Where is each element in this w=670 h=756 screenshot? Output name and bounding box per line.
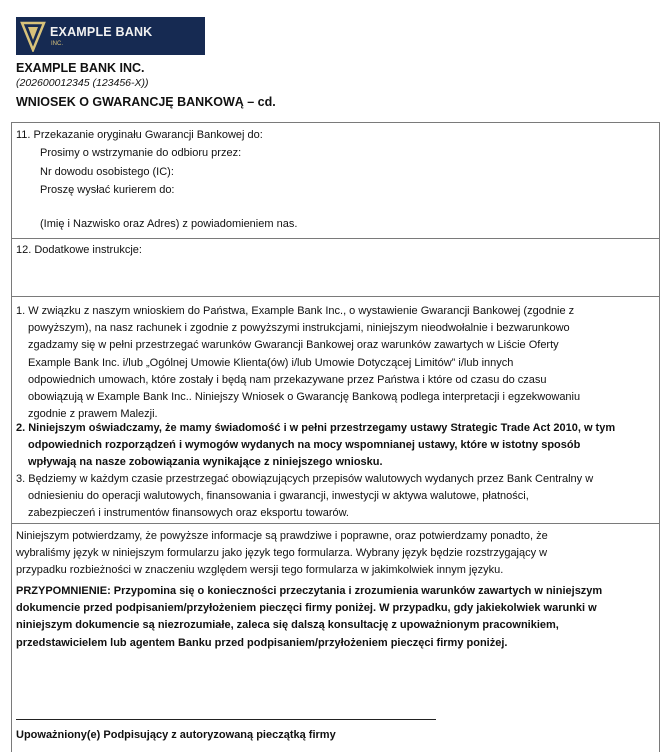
section-divider (12, 296, 659, 297)
declaration-line: odniesieniu do operacji walutowych, finansowania i gwarancji, inwestycji w aktywa walutowe, płatności, (28, 490, 529, 503)
bank-name: EXAMPLE BANK INC. (16, 61, 145, 75)
declaration-line: zgodnie z prawem Malezji. (28, 408, 158, 421)
document-title: WNIOSEK O GWARANCJĘ BANKOWĄ – cd. (16, 95, 276, 109)
declaration-3 (16, 471, 593, 523)
declaration-2 (16, 420, 615, 472)
section-12-heading: 12. Dodatkowe instrukcje: (16, 244, 142, 256)
reminder-line: przedstawicielem lub agentem Banku przed podpisaniem/przyłożeniem pieczęci firmy poniżej. (16, 636, 508, 649)
courier-label: Proszę wysłać kurierem do: (40, 184, 175, 196)
declaration-line: 3. Będziemy w każdym czasie przestrzegać obowiązujących przepisów walutowych wydanych przez Bank Centralny w (16, 473, 594, 485)
declaration-line: zgadzamy się w pełni przestrzegać warunków Gwarancji Bankowej oraz warunków zawartych w Liście Oferty (28, 339, 559, 352)
section-divider (12, 238, 659, 239)
declaration-line: 2. Niniejszym oświadczamy, że mamy świadomość i w pełni przestrzegamy ustawy Strategic Trade Act 2010, w tym (16, 422, 616, 434)
declaration-1 (16, 303, 580, 423)
form-box (11, 122, 660, 752)
reminder-line: PRZYPOMNIENIE: Przypomina się o konieczności przeczytania i zrozumienia warunków zawartych w niniejszym (16, 585, 603, 597)
shield-logo-icon (20, 20, 46, 52)
signature-line (16, 719, 436, 720)
reminder-text (16, 583, 602, 652)
declaration-line: obowiązują w Example Bank Inc.. Niniejszy Wniosek o Gwarancję Bankową podlega interpretacji i egzekwowaniu (28, 391, 581, 404)
hold-for-pickup-label: Prosimy o wstrzymanie do odbioru przez: (40, 147, 242, 159)
confirmation-line: przypadku rozbieżności w znaczeniu względem wersji tego formularza w jakimkolwiek innym języku. (16, 564, 504, 577)
confirmation-line: wybraliśmy język w niniejszym formularzu jako język tego formularza. Wybrany język będzie rozstrzygający w (16, 547, 548, 560)
declaration-line: odpowiednich umowach, które zostały i będą nam przekazywane przez Państwa i które od czasu do czasu (28, 373, 547, 386)
declaration-line: Example Bank Inc. i/lub „Ogólnej Umowie Klienta(ów) i/lub Umowie Dotyczącej Limitów” i/lub innych (28, 356, 514, 369)
reminder-line: dokumencie przed podpisaniem/przyłożeniem pieczęci firmy poniżej. W przypadku, gdy jakiekolwiek warunki w (16, 602, 597, 615)
signature-label: Upoważniony(e) Podpisujący z autoryzowaną pieczątką firmy (16, 729, 336, 741)
logo-text: EXAMPLE BANK (50, 25, 153, 39)
logo-subtext: INC. (51, 41, 63, 47)
bank-logo (16, 17, 205, 55)
declaration-line: wpływają na nasze zobowiązania wynikające z niniejszego wniosku. (28, 456, 383, 469)
declaration-line: odpowiednich rozporządzeń i wymogów wydanych na mocy wspomnianej ustawy, które w istotny sposób (28, 439, 581, 452)
bank-reference: (202600012345 (123456-X)) (16, 77, 149, 89)
id-number-label: Nr dowodu osobistego (IC): (40, 166, 174, 178)
declaration-line: powyższym), na nasz rachunek i zgodnie z powyższymi instrukcjami, niniejszym nieodwołalnie i bezwarunkowo (28, 322, 570, 335)
confirmation-text (16, 528, 548, 580)
declaration-line: 1. W związku z naszym wnioskiem do Państwa, Example Bank Inc., o wystawienie Gwarancji Bankowej (zgodnie z (16, 305, 575, 317)
declaration-line: zabezpieczeń i instrumentów finansowych oraz eksportu towarów. (28, 507, 349, 520)
name-address-label: (Imię i Nazwisko oraz Adres) z powiadomieniem nas. (40, 218, 298, 230)
reminder-line: niniejszym dokumencie są niezrozumiałe, zaleca się dalszą konsultację z upoważnionym pracownikiem, (16, 619, 559, 632)
section-divider (12, 523, 659, 524)
confirmation-line: Niniejszym potwierdzamy, że powyższe informacje są prawdziwe i poprawne, oraz potwierdzamy ponadto, że (16, 530, 548, 542)
section-11-heading: 11. Przekazanie oryginału Gwarancji Bankowej do: (16, 129, 263, 141)
